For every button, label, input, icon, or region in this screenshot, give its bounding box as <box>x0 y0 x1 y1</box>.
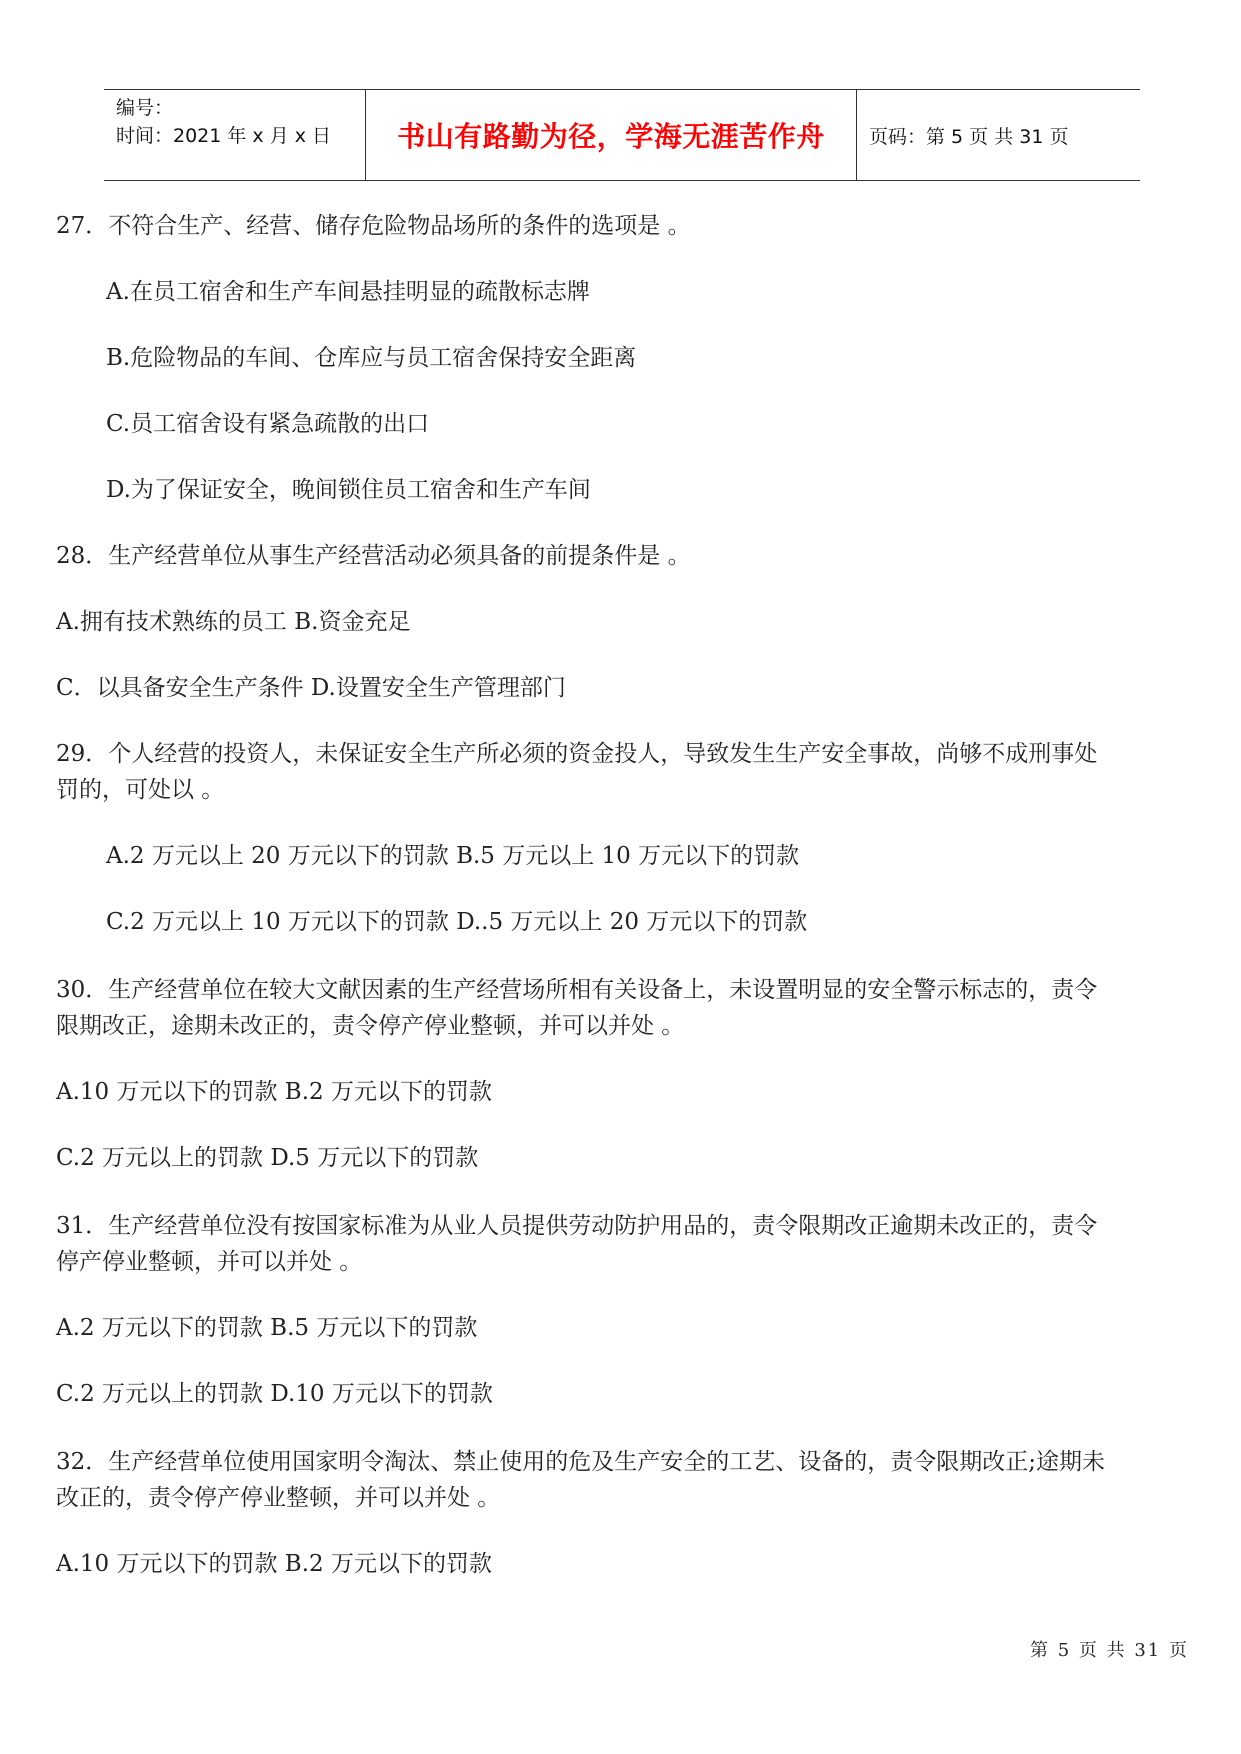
time-label: 时间：2021 年 x 月 x 日 <box>116 125 332 147</box>
q32-options-ab: A.10 万元以下的罚款 B.2 万元以下的罚款 <box>56 1551 492 1577</box>
question-30: 30．生产经营单位在较大文献因素的生产经营场所相有关设备上，未设置明显的安全警示标志的，责令 <box>56 977 1098 1003</box>
header-motto: 书山有路勤为径，学海无涯苦作舟 <box>366 90 857 180</box>
q28-options-ab: A.拥有技术熟练的员工 B.资金充足 <box>56 609 411 635</box>
q27-option-b: B.危险物品的车间、仓库应与员工宿舍保持安全距离 <box>106 345 637 371</box>
q30-options-ab: A.10 万元以下的罚款 B.2 万元以下的罚款 <box>56 1079 492 1105</box>
question-29-cont: 罚的，可处以 。 <box>56 777 225 803</box>
q29-options-cd: C.2 万元以上 10 万元以下的罚款 D..5 万元以上 20 万元以下的罚款 <box>106 909 808 935</box>
header-meta <box>104 90 366 180</box>
question-28: 28．生产经营单位从事生产经营活动必须具备的前提条件是 。 <box>56 543 691 569</box>
q27-option-c: C.员工宿舍设有紧急疏散的出口 <box>106 411 430 437</box>
q29-options-ab: A.2 万元以上 20 万元以下的罚款 B.5 万元以上 10 万元以下的罚款 <box>106 843 800 869</box>
question-30-cont: 限期改正，途期未改正的，责令停产停业整顿，并可以并处 。 <box>56 1013 685 1039</box>
page-header <box>104 89 1140 181</box>
question-27: 27．不符合生产、经营、储存危险物品场所的条件的选项是 。 <box>56 213 691 239</box>
q27-option-d: D.为了保证安全，晚间锁住员工宿舍和生产车间 <box>106 477 591 503</box>
page-footer: 第 5 页 共 31 页 <box>1030 1640 1189 1661</box>
header-page-code: 页码：第 5 页 共 31 页 <box>869 125 1069 148</box>
q27-option-a: A.在员工宿舍和生产车间悬挂明显的疏散标志牌 <box>106 279 590 305</box>
number-label: 编号： <box>116 97 174 119</box>
question-31-cont: 停产停业整顿，并可以并处 。 <box>56 1249 363 1275</box>
question-31: 31．生产经营单位没有按国家标准为从业人员提供劳动防护用品的，责令限期改正逾期未改正的，责令 <box>56 1213 1098 1239</box>
question-32-cont: 改正的，责令停产停业整顿，并可以并处 。 <box>56 1485 501 1511</box>
question-29: 29．个人经营的投资人，未保证安全生产所必须的资金投人，导致发生生产安全事故，尚够不成刑事处 <box>56 741 1098 767</box>
q30-options-cd: C.2 万元以上的罚款 D.5 万元以下的罚款 <box>56 1145 479 1171</box>
question-32: 32．生产经营单位使用国家明令淘汰、禁止使用的危及生产安全的工艺、设备的，责令限期改正;途期未 <box>56 1449 1106 1475</box>
q31-options-cd: C.2 万元以上的罚款 D.10 万元以下的罚款 <box>56 1381 493 1407</box>
q28-options-cd: C．以具备安全生产条件 D.设置安全生产管理部门 <box>56 675 566 701</box>
q31-options-ab: A.2 万元以下的罚款 B.5 万元以下的罚款 <box>56 1315 478 1341</box>
